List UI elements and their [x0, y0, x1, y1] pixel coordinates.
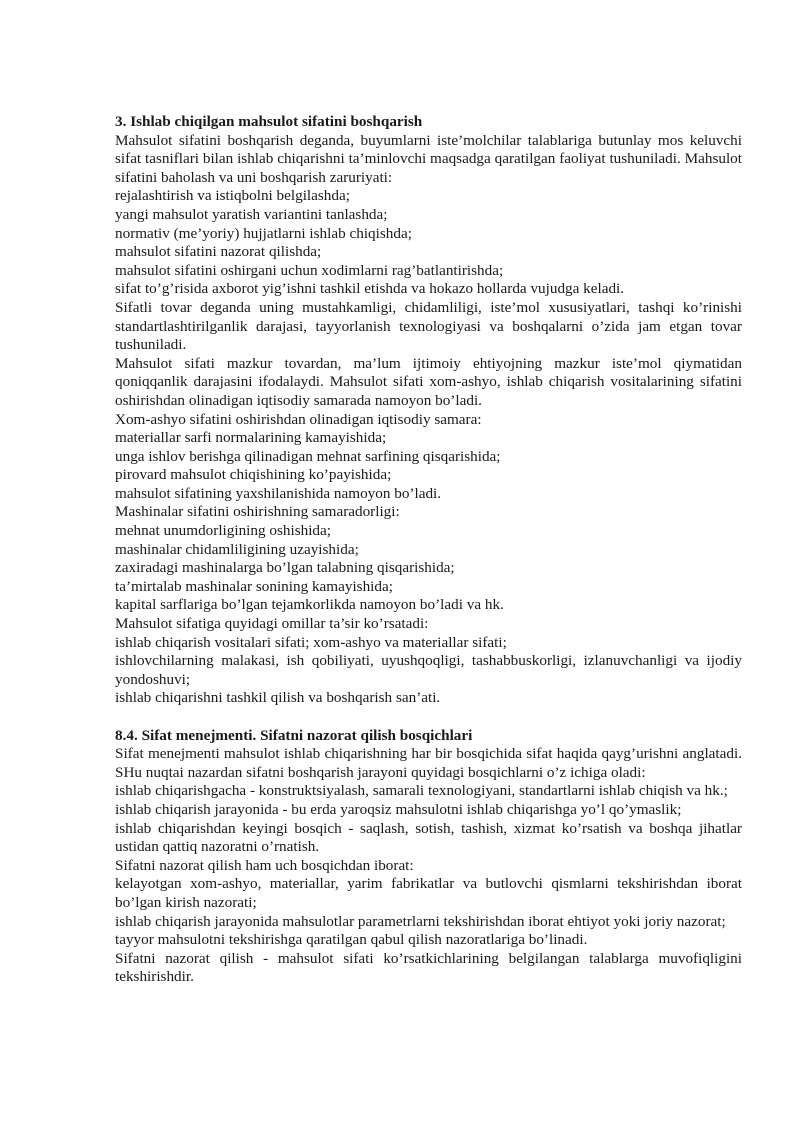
paragraph: ishlab chiqarishdan keyingi bosqich - saqlash, sotish, tashish, xizmat ko’rsatish va boshqa jihatlar ustidan qattiq nazoratni o’rnatish.	[115, 819, 742, 856]
list-item: ta’mirtalab mashinalar sonining kamayishida;	[115, 577, 393, 595]
paragraph: ishlovchilarning malakasi, ish qobiliyati, uyushqoqligi, tashabbuskorligi, izlanuvchanligi va ijodiy yondoshuvi;	[115, 652, 742, 688]
section-heading: 3. Ishlab chiqilgan mahsulot sifatini boshqarish	[115, 113, 423, 130]
section-spacer	[115, 708, 742, 727]
list-item: mehnat unumdorligining oshishida;	[115, 522, 331, 540]
paragraph: tayyor mahsulotni tekshirishga qaratilgan qabul qilish nazoratlariga bo’linadi.	[115, 931, 588, 949]
list-item: yangi mahsulot yaratish variantini tanlashda;	[115, 205, 388, 223]
list-item: Mashinalar sifatini oshirishning samaradorligi:	[115, 503, 400, 521]
paragraph: kelayotgan xom-ashyo, materiallar, yarim fabrikatlar va butlovchi qismlarni tekshirishdan iborat bo’lgan kirish nazorati;	[115, 875, 742, 911]
list-item: mahsulot sifatini nazorat qilishda;	[115, 243, 322, 261]
list-item: pirovard mahsulot chiqishining ko’payishida;	[115, 466, 392, 484]
paragraph: Mahsulot sifatini boshqarish deganda, buyumlarni iste’molchilar talablariga butunlay mos keluvchi sifat tasniflari bilan ishlab chiqarishni ta’minlovchi maqsadga qaratilgan faoliyat tushuniladi. Mahsulot sifatini baholash va uni boshqarish zaruriyati:	[115, 131, 742, 186]
list-item: ishlab chiqarish vositalari sifati; xom-ashyo va materiallar sifati;	[115, 633, 507, 651]
section-heading: 8.4. Sifat menejmenti. Sifatni nazorat qilish bosqichlari	[115, 726, 473, 744]
list-item: Mahsulot sifatiga quyidagi omillar ta’sir ko’rsatadi:	[115, 615, 429, 633]
paragraph: Sifatni nazorat qilish - mahsulot sifati ko’rsatkichlarining belgilangan talablarga muvofiqligini tekshirishdir.	[115, 949, 742, 986]
paragraph: Sifatni nazorat qilish ham uch bosqichdan iborat:	[115, 856, 414, 874]
paragraph: Mahsulot sifati mazkur tovardan, ma’lum ijtimoiy ehtiyojning mazkur iste’mol qiymatidan qoniqqanlik darajasini ifodalaydi. Mahsulot sifati xom-ashyo, ishlab chiqarish vositalarining sifatini oshirishdan olinadigan iqtisodiy samarada namoyon bo’ladi.	[115, 354, 742, 409]
list-item: sifat to’g’risida axborot yig’ishni tashkil etishda va hokazo hollarda vujudga keladi.	[115, 280, 625, 298]
document-page	[115, 113, 742, 987]
list-item: unga ishlov berishga qilinadigan mehnat sarfining qisqarishida;	[115, 447, 501, 465]
list-item: zaxiradagi mashinalarga bo’lgan talabning qisqarishida;	[115, 559, 455, 577]
paragraph: Sifat menejmenti mahsulot ishlab chiqarishning har bir bosqichida sifat haqida qayg’urishni anglatadi. SHu nuqtai nazardan sifatni boshqarish jarayoni quyidagi bosqichlarni o’z ichiga oladi:	[115, 745, 742, 781]
paragraph: ishlab chiqarishni tashkil qilish va boshqarish san’ati.	[115, 689, 441, 707]
paragraph: ishlab chiqarish jarayonida - bu erda yaroqsiz mahsulotni ishlab chiqarishga yo’l qo’ymaslik;	[115, 800, 682, 818]
list-item: mashinalar chidamliligining uzayishida;	[115, 540, 359, 558]
list-item: kapital sarflariga bo’lgan tejamkorlikda namoyon bo’ladi va hk.	[115, 596, 504, 614]
list-item: Xom-ashyo sifatini oshirishdan olinadigan iqtisodiy samara:	[115, 410, 482, 428]
paragraph: ishlab chiqarishgacha - konstruktsiyalash, samarali texnologiyani, standartlarni ishlab chiqish va hk.;	[115, 782, 728, 800]
paragraph: Sifatli tovar deganda uning mustahkamligi, chidamliligi, iste’mol xususiyatlari, tashqi ko’rinishi standartlashtirilganlik darajasi, tayyorlanish texnologiyasi va boshqalarni o’zida jam etgan tovar tushuniladi.	[115, 298, 742, 354]
list-item: materiallar sarfi normalarining kamayishida;	[115, 429, 387, 447]
list-item: mahsulot sifatining yaxshilanishida namoyon bo’ladi.	[115, 484, 442, 502]
list-item: rejalashtirish va istiqbolni belgilashda;	[115, 187, 350, 205]
list-item: normativ (me’yoriy) hujjatlarni ishlab chiqishda;	[115, 224, 412, 242]
paragraph: ishlab chiqarish jarayonida mahsulotlar parametrlarni tekshirishdan iborat ehtiyot yoki joriy nazorat;	[115, 912, 726, 930]
list-item: mahsulot sifatini oshirgani uchun xodimlarni rag’batlantirishda;	[115, 261, 504, 279]
